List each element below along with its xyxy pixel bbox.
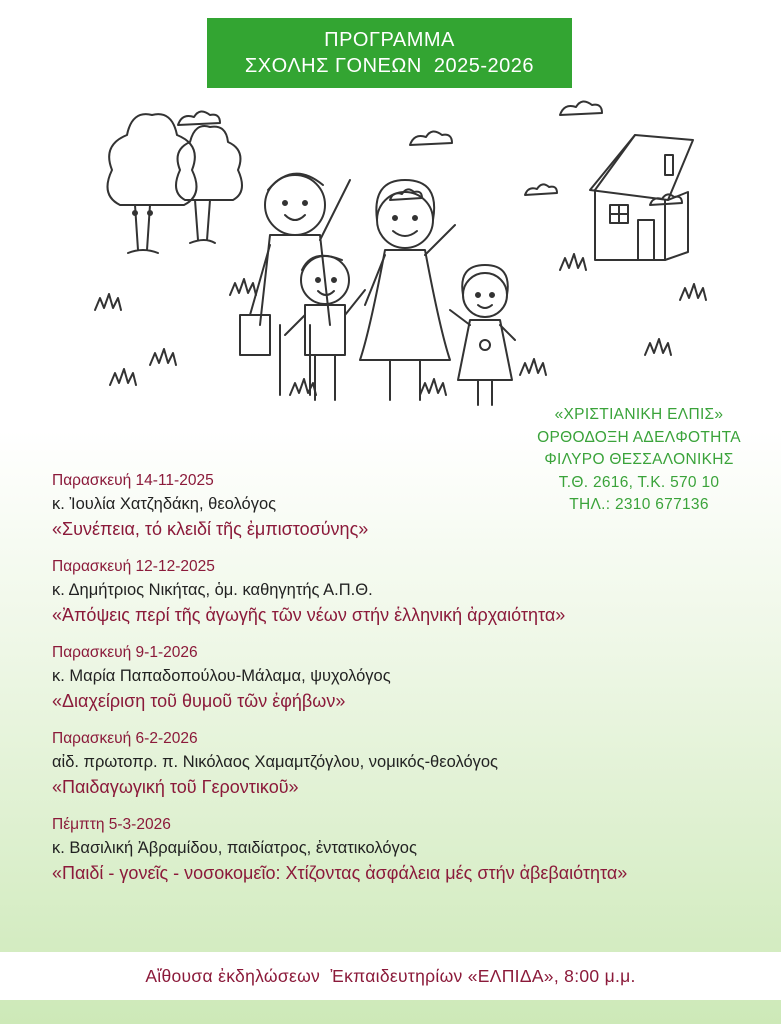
event-item: [52, 728, 772, 800]
event-speaker: αἰδ. πρωτοπρ. π. Νικόλαος Χαμαμτζόγλου, νομικός-θεολόγος: [52, 753, 499, 771]
event-speaker: κ. Δημήτριος Νικήτας, ὁμ. καθηγητής Α.Π.Θ.: [52, 581, 373, 599]
event-topic: «Διαχείριση τοῦ θυμοῦ τῶν ἐφήβων»: [52, 691, 346, 711]
event-topic: «Ἀπόψεις περί τῆς ἀγωγῆς τῶν νέων στήν ἑλληνική ἀρχαιότητα»: [52, 605, 566, 625]
event-date: Παρασκευή 12-12-2025: [52, 558, 215, 575]
mother-figure: [360, 180, 455, 400]
org-postal: Τ.Θ. 2616, Τ.Κ. 570 10: [558, 473, 720, 491]
event-speaker: κ. Βασιλική Ἀβραμίδου, παιδίατρος, ἐντατικολόγος: [52, 839, 417, 857]
event-item: [52, 556, 772, 628]
event-item: [52, 642, 772, 714]
family-illustration: [90, 95, 720, 415]
tree-icon: [108, 114, 243, 253]
event-topic: «Παιδαγωγική τοῦ Γεροντικοῦ»: [52, 777, 299, 797]
event-date: Παρασκευή 9-1-2026: [52, 644, 198, 661]
org-location: ΦΙΛΥΡΟ ΘΕΣΣΑΛΟΝΙΚΗΣ: [544, 451, 734, 468]
org-subtitle: ΟΡΘΟΔΟΞΗ ΑΔΕΛΦΟΤΗΤΑ: [537, 428, 741, 446]
footer-venue: [0, 952, 781, 1000]
event-topic: «Παιδί - γονεῖς - νοσοκομεῖο: Χτίζοντας ἀσφάλεια μές στήν ἀβεβαιότητα»: [52, 863, 628, 883]
event-date: Παρασκευή 6-2-2026: [52, 730, 198, 747]
grass-icon: [95, 254, 706, 395]
event-date: Παρασκευή 14-11-2025: [52, 472, 214, 489]
title-line-2: ΣΧΟΛΗΣ ΓΟΝΕΩΝ 2025-2026: [244, 55, 535, 77]
event-speaker: κ. Ἰουλία Χατζηδάκη, θεολόγος: [52, 495, 277, 513]
event-date: Πέμπτη 5-3-2026: [52, 816, 171, 833]
org-name: «ΧΡΙΣΤΙΑΝΙΚΗ ΕΛΠΙΣ»: [554, 406, 724, 423]
events-list: [52, 470, 772, 900]
event-topic: «Συνέπεια, τό κλειδί τῆς ἐμπιστοσύνης»: [52, 519, 369, 539]
event-item: [52, 814, 772, 886]
event-speaker: κ. Μαρία Παπαδοπούλου-Μάλαμα, ψυχολόγος: [52, 667, 391, 685]
org-phone: ΤΗΛ.: 2310 677136: [569, 496, 709, 513]
venue-text: Αἴθουσα ἐκδηλώσεων Ἐκπαιδευτηρίων «ΕΛΠΙΔΑ», 8:00 μ.μ.: [145, 966, 636, 986]
girl-figure: [450, 265, 515, 405]
event-item: [52, 470, 772, 542]
father-figure: [240, 174, 350, 395]
title-line-1: ΠΡΟΓΡΑΜΜΑ: [324, 29, 455, 51]
title-banner: [207, 18, 572, 88]
